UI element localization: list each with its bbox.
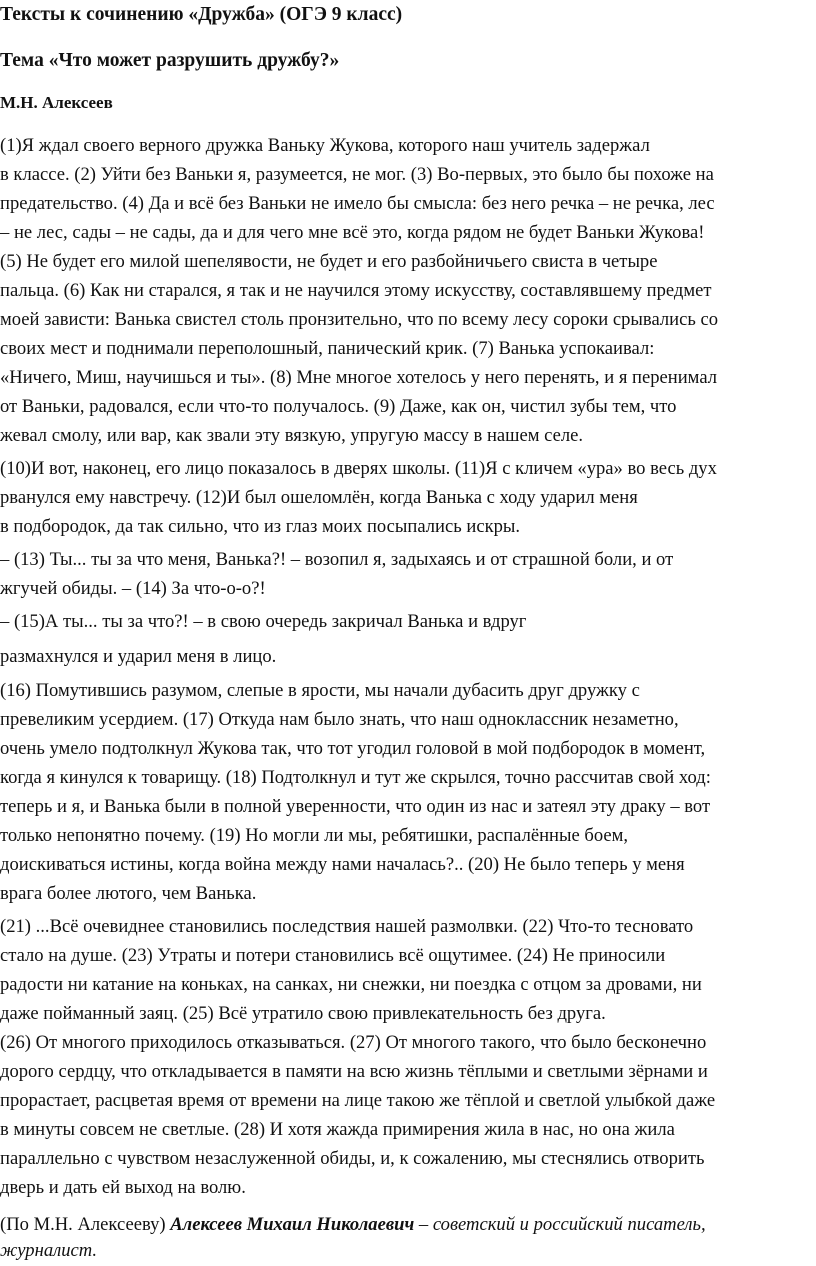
text-line: теперь и я, и Ванька были в полной уверенности, что один из нас и затеял эту драку – вот <box>0 796 711 817</box>
source-line <box>0 1214 706 1236</box>
text-line: (16) Помутившись разумом, слепые в ярости, мы начали дубасить друг дружку с <box>0 680 640 701</box>
text-line: доискиваться истины, когда война между нами началась?.. (20) Не было теперь у меня <box>0 854 685 875</box>
author-description-continued: журналист. <box>0 1240 98 1261</box>
text-line: – не лес, сады – не сады, да и для чего мне всё это, когда рядом не будет Ваньки Жукова! <box>0 222 705 243</box>
text-line: превеликим усердием. (17) Откуда нам было знать, что наш одноклассник незаметно, <box>0 709 679 730</box>
text-line: (5) Не будет его милой шепелявости, не будет и его разбойничьего свиста в четыре <box>0 251 658 272</box>
text-line: своих мест и поднимали переполошный, панический крик. (7) Ванька успокаивал: <box>0 338 655 359</box>
text-line: в минуты совсем не светлые. (28) И хотя жажда примирения жила в нас, но она жила <box>0 1119 675 1140</box>
text-line: – (15)А ты... ты за что?! – в свою очередь закричал Ванька и вдруг <box>0 611 527 632</box>
text-line: от Ваньки, радовался, если что-то получалось. (9) Даже, как он, чистил зубы тем, что <box>0 396 677 417</box>
text-line: размахнулся и ударил меня в лицо. <box>0 646 277 667</box>
text-line: (21) ...Всё очевиднее становились последствия нашей размолвки. (22) Что-то тесновато <box>0 916 694 937</box>
text-line: жгучей обиды. – (14) За что-о-о?! <box>0 578 266 599</box>
text-line: рванулся ему навстречу. (12)И был ошеломлён, когда Ванька с ходу ударил меня <box>0 487 638 508</box>
author-description: – советский и российский писатель, <box>414 1214 706 1235</box>
source-reference: (По М.Н. Алексееву) <box>0 1214 171 1235</box>
text-line: врага более лютого, чем Ванька. <box>0 883 257 904</box>
text-line: очень умело подтолкнул Жукова так, что тот угодил головой в мой подбородок в момент, <box>0 738 706 759</box>
text-line: предательство. (4) Да и всё без Ваньки не имело бы смысла: без него речка – не речка, лес <box>0 193 715 214</box>
text-line: дверь и дать ей выход на волю. <box>0 1177 246 1198</box>
text-line: – (13) Ты... ты за что меня, Ванька?! – возопил я, задыхаясь и от страшной боли, и от <box>0 549 674 570</box>
text-line: параллельно с чувством незаслуженной обиды, и, к сожалению, мы стеснялись отворить <box>0 1148 705 1169</box>
text-line: даже пойманный заяц. (25) Всё утратило свою привлекательность без друга. <box>0 1003 606 1024</box>
text-line: радости ни катание на коньках, на санках, ни снежки, ни поездка с отцом за дровами, ни <box>0 974 702 995</box>
text-line: жевал смолу, или вар, как звали эту вязкую, упругую массу в нашем селе. <box>0 425 584 446</box>
text-line: пальца. (6) Как ни старался, я так и не научился этому искусству, составлявшему предмет <box>0 280 712 301</box>
author-heading: М.Н. Алексеев <box>0 93 113 112</box>
author-full-name: Алексеев Михаил Николаевич <box>170 1214 415 1235</box>
text-line: прорастает, расцветая время от времени на лице такою же тёплой и светлой улыбкой даже <box>0 1090 716 1111</box>
text-line: моей зависти: Ванька свистел столь пронзительно, что по всему лесу сороки срывались со <box>0 309 719 330</box>
text-line: когда я кинулся к товарищу. (18) Подтолкнул и тут же скрылся, точно рассчитав свой ход: <box>0 767 711 788</box>
text-line: (1)Я ждал своего верного дружка Ваньку Жукова, которого наш учитель задержал <box>0 135 650 156</box>
text-line: «Ничего, Миш, научишься и ты». (8) Мне многое хотелось у него перенять, и я перенимал <box>0 367 718 388</box>
text-line: дорого сердцу, что откладывается в памяти на всю жизнь тёплыми и светлыми зёрнами и <box>0 1061 708 1082</box>
text-line: в подбородок, да так сильно, что из глаз моих посыпались искры. <box>0 516 521 537</box>
text-line: (26) От многого приходилось отказываться. (27) От многого такого, что было бесконечно <box>0 1032 707 1053</box>
document-title: Тексты к сочинению «Дружба» (ОГЭ 9 класс) <box>0 4 403 25</box>
text-line: только непонятно почему. (19) Но могли ли мы, ребятишки, распалённые боем, <box>0 825 629 846</box>
text-line: в классе. (2) Уйти без Ваньки я, разумеется, не мог. (3) Во-первых, это было бы похоже на <box>0 164 714 185</box>
text-line: (10)И вот, наконец, его лицо показалось в дверях школы. (11)Я с кличем «ура» во весь дух <box>0 458 717 479</box>
text-line: стало на душе. (23) Утраты и потери становились всё ощутимее. (24) Не приносили <box>0 945 666 966</box>
topic-heading: Тема «Что может разрушить дружбу?» <box>0 50 340 71</box>
